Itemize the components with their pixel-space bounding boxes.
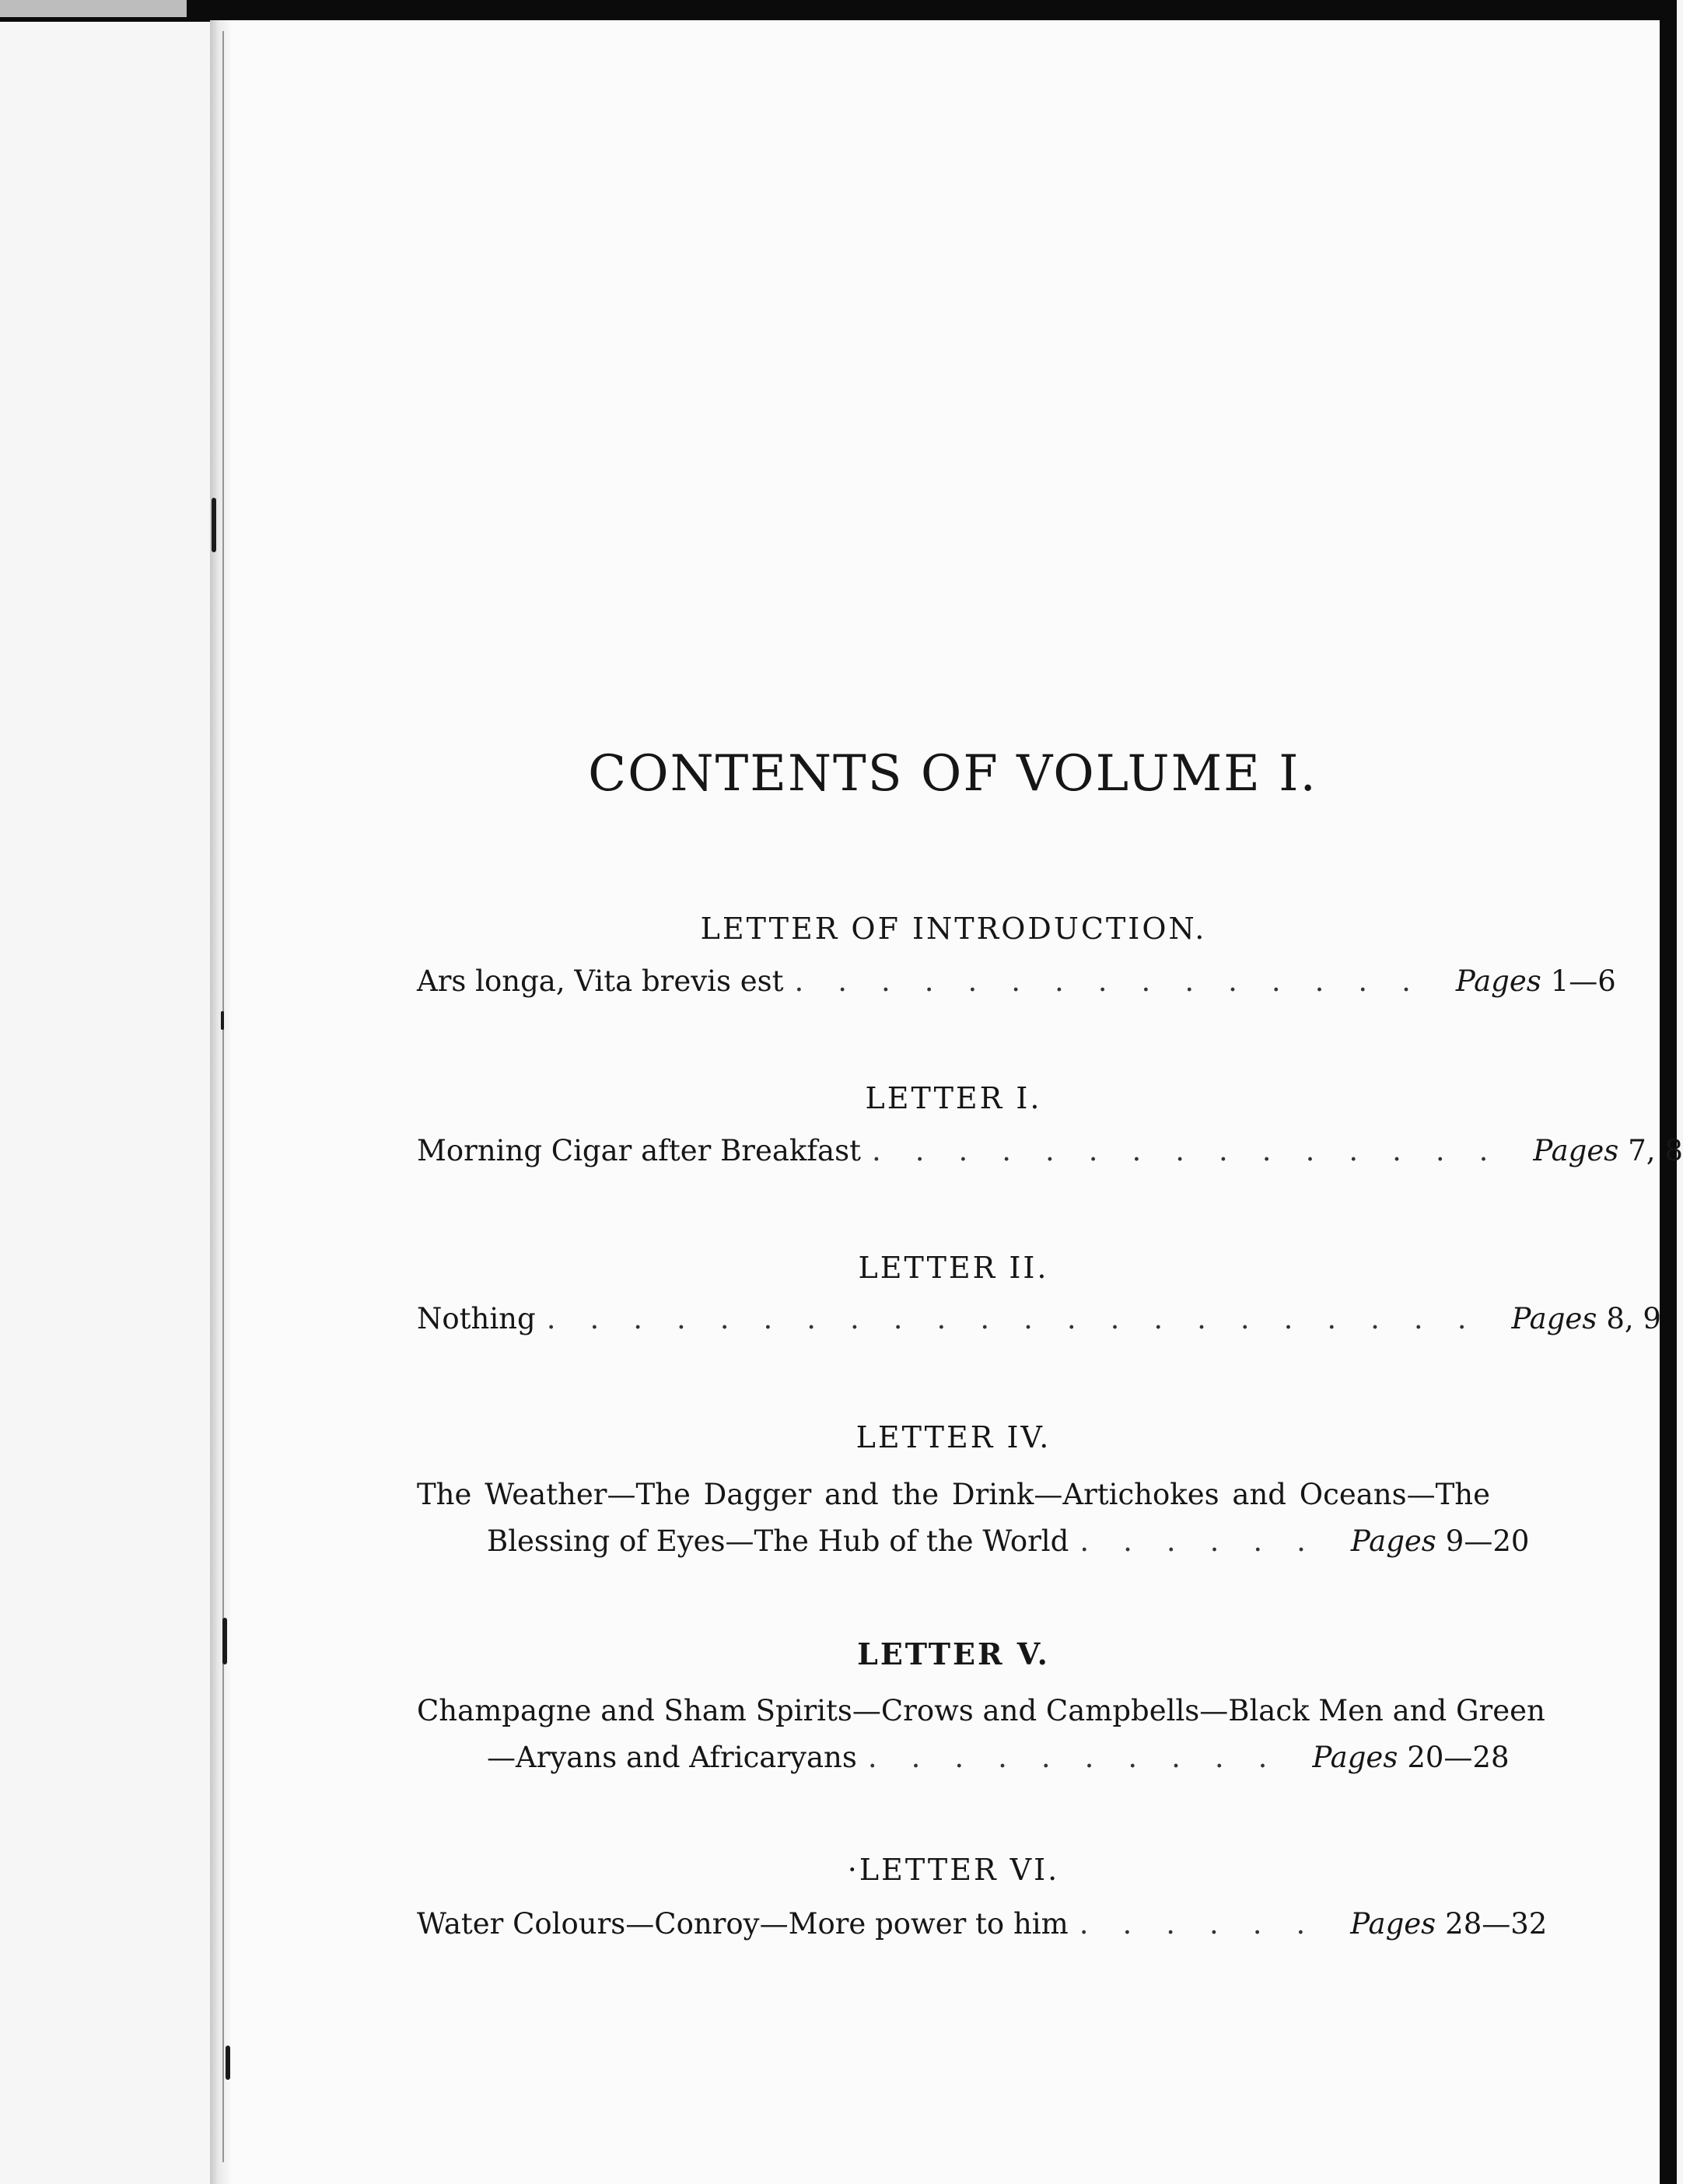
- spine-mark: [222, 1618, 227, 1664]
- section-heading: LETTER I.: [865, 1081, 1042, 1115]
- dot-leader: ......................: [546, 1302, 1501, 1335]
- page-gutter: [210, 20, 232, 2184]
- spine-mark: [212, 498, 216, 552]
- dot-leader: ...............: [871, 1134, 1523, 1167]
- scan-right-edge: [1660, 0, 1677, 2184]
- toc-entry: [417, 1296, 1661, 1342]
- page-range: Pages 20—28: [1312, 1741, 1510, 1774]
- dot-leader: ...............: [794, 964, 1445, 998]
- entry-text: Morning Cigar after Breakfast: [417, 1134, 861, 1167]
- spine-line: [222, 31, 224, 2162]
- section-heading: ·LETTER VI.: [847, 1853, 1060, 1887]
- section-heading: LETTER IV.: [855, 1420, 1051, 1454]
- spine-mark: [226, 2046, 230, 2080]
- page-range: Pages 9—20: [1350, 1524, 1530, 1558]
- page-range: Pages 28—32: [1350, 1907, 1548, 1941]
- toc-entry: [417, 1128, 1683, 1174]
- entry-text: Champagne and Sham Spirits—Crows and Campbells—Black Men and Green: [417, 1694, 1545, 1727]
- spine-mark: [221, 1011, 224, 1030]
- entry-text: Ars longa, Vita brevis est: [417, 964, 784, 998]
- toc-entry: [417, 958, 1616, 1005]
- toc-entry: [417, 1688, 1545, 1781]
- section-heading: LETTER II.: [858, 1251, 1049, 1285]
- scan-tab: [0, 0, 187, 17]
- page-range: Pages 1—6: [1455, 964, 1616, 998]
- entry-text: —Aryans and Africaryans: [487, 1741, 857, 1774]
- dot-leader: ......: [1079, 1907, 1340, 1941]
- page-range: Pages 7, 8: [1533, 1134, 1683, 1167]
- section-heading: LETTER V.: [857, 1636, 1050, 1671]
- entry-text: Water Colours—Conroy—More power to him: [417, 1907, 1069, 1941]
- entry-text: Nothing: [417, 1302, 536, 1335]
- dot-leader: ..........: [867, 1741, 1302, 1774]
- scan-top-edge: [0, 0, 1677, 22]
- toc-entry: [417, 1901, 1548, 1948]
- entry-text: Blessing of Eyes—The Hub of the World: [487, 1524, 1069, 1558]
- section-heading: LETTER OF INTRODUCTION.: [700, 912, 1207, 946]
- dot-leader: ......: [1079, 1524, 1340, 1558]
- page-range: Pages 8, 9: [1511, 1302, 1661, 1335]
- entry-text: The Weather—The Dagger and the Drink—Artichokes and Oceans—The: [417, 1478, 1490, 1511]
- toc-entry: [417, 1472, 1530, 1565]
- page-title: CONTENTS OF VOLUME I.: [588, 745, 1317, 803]
